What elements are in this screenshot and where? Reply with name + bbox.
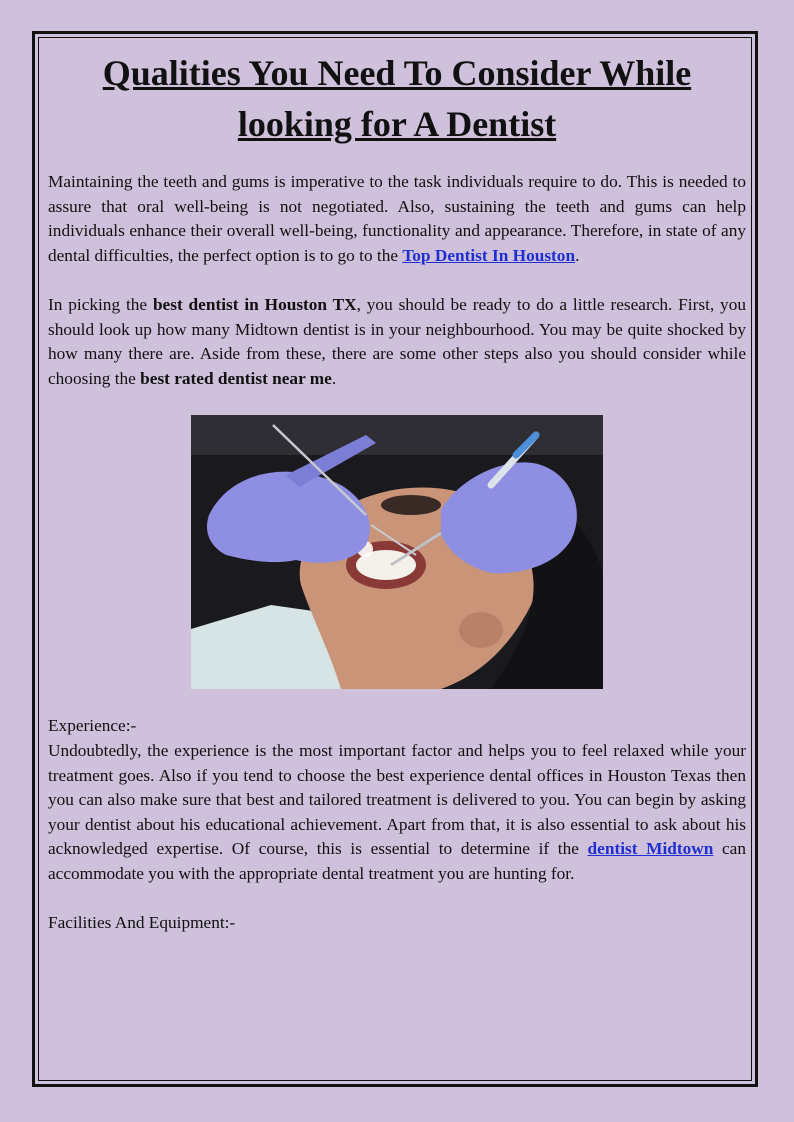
experience-paragraph [48, 739, 746, 887]
top-dentist-houston-link[interactable]: Top Dentist In Houston [402, 245, 576, 265]
dentist-midtown-link[interactable]: dentist Midtown [587, 839, 714, 859]
document-body [48, 48, 746, 936]
dentist-treatment-photo [191, 415, 603, 689]
intro-end: . [575, 245, 580, 265]
page-title: Qualities You Need To Consider While looking for A Dentist [102, 53, 692, 144]
best-dentist-houston-bold: best dentist in Houston TX [152, 294, 357, 314]
experience-end: can accommodate you with the appropriate dental treatment you are hunting for. [48, 839, 746, 883]
experience-heading: Experience:- [48, 716, 137, 736]
intro-paragraph [48, 170, 746, 268]
intro-text: Maintaining the teeth and gums is imperative to the task individuals require to do. This is needed to assure that oral well-being is not negotiated. Also, sustaining the teeth and gums can help individuals enhance their overall well-being, functionality and appearance. Therefore, in state of any dental difficulties, the perfect option is to go to the [48, 172, 746, 265]
research-end: . [331, 368, 337, 388]
research-mid: , you should be ready to do a little research. First, you should look up how many Midtown dentist is in your neighbourhood. You may be quite shocked by how many there are. Aside from these, there are some other steps also you should consider while choosing the [48, 294, 746, 388]
research-pre: In picking the [48, 294, 153, 314]
facilities-heading: Facilities And Equipment:- [48, 913, 236, 933]
best-rated-dentist-bold: best rated dentist near me [140, 368, 332, 388]
experience-text: Undoubtedly, the experience is the most important factor and helps you to feel relaxed while your treatment goes. Also if you tend to choose the best experience dental offices in Houston Texas then you can also make sure that best and tailored treatment is delivered to you. You can begin by asking your dentist about his educational achievement. Apart from that, it is also essential to ask about his acknowledged expertise. Of course, this is essential to determine if the [48, 740, 746, 859]
research-paragraph [48, 293, 746, 391]
